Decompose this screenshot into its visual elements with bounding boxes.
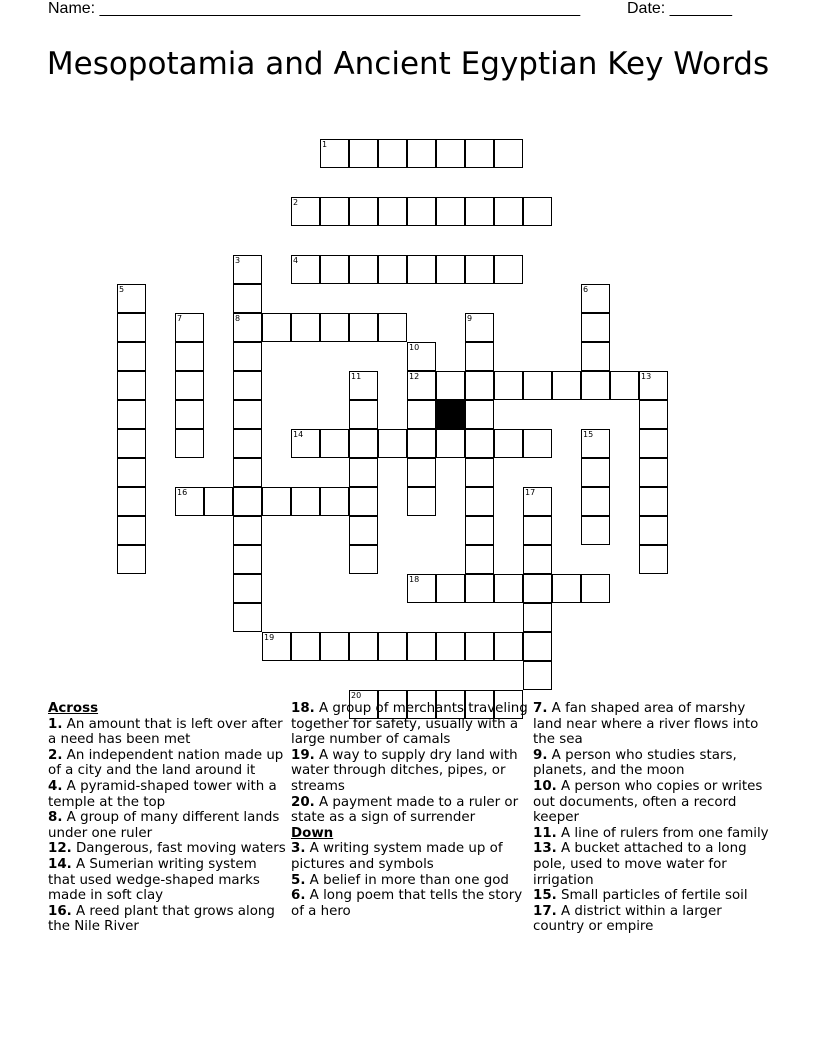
grid-cell[interactable] — [233, 458, 262, 487]
clue-number: 12 — [409, 372, 420, 381]
clue-text: 8. A group of many different lands under one ruler — [48, 810, 280, 841]
grid-cell[interactable] — [175, 342, 204, 371]
grid-cell[interactable] — [233, 313, 262, 342]
grid-cell[interactable] — [175, 400, 204, 429]
grid-cell[interactable] — [204, 487, 233, 516]
clue-number: 13 — [641, 372, 652, 381]
clue-number: 10 — [409, 343, 420, 352]
clues-column-1 — [48, 701, 288, 935]
clue-text: 3. A writing system made up of pictures and symbols — [291, 841, 503, 872]
grid-cell[interactable] — [407, 429, 436, 458]
grid-cell[interactable] — [523, 632, 552, 661]
clue-number: 20 — [351, 691, 362, 700]
grid-cell[interactable] — [233, 487, 262, 516]
clue-text: 19. A way to supply dry land with water through ditches, pipes, or streams — [291, 747, 518, 794]
grid-cell[interactable] — [117, 516, 146, 545]
grid-cell[interactable] — [436, 139, 465, 168]
grid-cell[interactable] — [581, 371, 610, 400]
clue-text: 20. A payment made to a ruler or state as a sign of surrender — [291, 794, 519, 826]
clue-text: 15. Small particles of fertile soil — [533, 888, 748, 904]
grid-cell[interactable] — [639, 371, 668, 400]
grid-cell[interactable] — [494, 632, 523, 661]
clue-text: 4. A pyramid-shaped tower with a temple at the top — [48, 778, 277, 810]
grid-cell[interactable] — [465, 313, 494, 342]
grid-cell[interactable] — [291, 197, 320, 226]
grid-cell[interactable] — [523, 371, 552, 400]
grid-cell[interactable] — [233, 400, 262, 429]
grid-cell[interactable] — [436, 429, 465, 458]
grid-cell[interactable] — [378, 429, 407, 458]
clue-number: 4 — [293, 256, 299, 265]
name-field[interactable]: Name: ______________________________________________________ — [48, 0, 581, 17]
grid-cell[interactable] — [581, 313, 610, 342]
grid-cell[interactable] — [465, 255, 494, 284]
grid-cell[interactable] — [581, 574, 610, 603]
grid-cell[interactable] — [465, 139, 494, 168]
grid-cell[interactable] — [465, 429, 494, 458]
grid-cell[interactable] — [639, 516, 668, 545]
clue-number: 1 — [322, 140, 328, 149]
grid-cell[interactable] — [639, 458, 668, 487]
clue-text: 16. A reed plant that grows along the Nile River — [48, 903, 275, 935]
clue-number: 3 — [235, 256, 241, 265]
grid-cell[interactable] — [407, 400, 436, 429]
grid-cell[interactable] — [291, 313, 320, 342]
grid-cell[interactable] — [407, 371, 436, 400]
grid-cell[interactable] — [465, 632, 494, 661]
grid-cell[interactable] — [233, 516, 262, 545]
grid-cell[interactable] — [320, 429, 349, 458]
grid-cell[interactable] — [639, 545, 668, 574]
grid-cell[interactable] — [233, 574, 262, 603]
grid-cell[interactable] — [465, 574, 494, 603]
grid-cell[interactable] — [175, 371, 204, 400]
grid-cell[interactable] — [233, 284, 262, 313]
grid-cell[interactable] — [523, 487, 552, 516]
clue-number: 15 — [583, 430, 594, 439]
grid-cell[interactable] — [407, 458, 436, 487]
grid-cell[interactable] — [407, 197, 436, 226]
grid-cell[interactable] — [639, 400, 668, 429]
grid-cell[interactable] — [581, 429, 610, 458]
clue-number: 7 — [177, 314, 183, 323]
grid-cell[interactable] — [610, 371, 639, 400]
down-clue-list — [291, 841, 531, 919]
grid-cell[interactable] — [407, 139, 436, 168]
clues-column-2 — [291, 701, 531, 919]
grid-cell[interactable] — [465, 400, 494, 429]
clue-number: 6 — [583, 285, 589, 294]
date-field[interactable]: Date: _______ — [627, 0, 732, 17]
grid-cell[interactable] — [349, 429, 378, 458]
grid-cell[interactable] — [262, 487, 291, 516]
clue-number: 8 — [235, 314, 241, 323]
grid-cell[interactable] — [378, 255, 407, 284]
grid-cell[interactable] — [117, 284, 146, 313]
grid-cell[interactable] — [436, 255, 465, 284]
clue-text: 7. A fan shaped area of marshy land near where a river flows into the sea — [533, 701, 759, 748]
grid-cell[interactable] — [349, 487, 378, 516]
grid-cell[interactable] — [494, 255, 523, 284]
grid-cell[interactable] — [465, 487, 494, 516]
grid-cell[interactable] — [175, 429, 204, 458]
clue-number: 2 — [293, 198, 299, 207]
grid-cell[interactable] — [291, 632, 320, 661]
grid-cell[interactable] — [523, 197, 552, 226]
grid-cell[interactable] — [407, 255, 436, 284]
clue-text: 13. A bucket attached to a long pole, used to move water for irrigation — [533, 841, 747, 888]
grid-cell[interactable] — [349, 255, 378, 284]
grid-cell[interactable] — [581, 458, 610, 487]
clues-column-3 — [533, 701, 773, 935]
grid-cell[interactable] — [349, 139, 378, 168]
grid-cell[interactable] — [349, 197, 378, 226]
grid-cell[interactable] — [117, 429, 146, 458]
clue-text: 5. A belief in more than one god — [291, 872, 509, 888]
grid-cell[interactable] — [523, 603, 552, 632]
grid-cell[interactable] — [349, 400, 378, 429]
grid-cell[interactable] — [436, 371, 465, 400]
clue-number: 17 — [525, 488, 536, 497]
grid-cell[interactable] — [378, 313, 407, 342]
grid-cell[interactable] — [320, 197, 349, 226]
clue-text: 18. A group of merchants traveling together for safety, usually with a large number of camals — [291, 701, 528, 748]
grid-cell[interactable] — [639, 429, 668, 458]
grid-cell[interactable] — [117, 313, 146, 342]
clue-text: 17. A district within a larger country or empire — [533, 903, 722, 935]
grid-cell-blocked — [436, 400, 465, 429]
clue-text: 6. A long poem that tells the story of a hero — [291, 888, 523, 919]
grid-cell[interactable] — [262, 632, 291, 661]
grid-cell[interactable] — [465, 197, 494, 226]
clue-number: 16 — [177, 488, 188, 497]
grid-cell[interactable] — [349, 371, 378, 400]
grid-cell[interactable] — [175, 487, 204, 516]
grid-cell[interactable] — [117, 371, 146, 400]
page-title: Mesopotamia and Ancient Egyptian Key Words — [46, 46, 770, 82]
grid-cell[interactable] — [117, 458, 146, 487]
grid-cell[interactable] — [494, 197, 523, 226]
grid-cell[interactable] — [320, 487, 349, 516]
clue-text: 1. An amount that is left over after a need has been met — [48, 716, 283, 748]
grid-cell[interactable] — [233, 545, 262, 574]
grid-cell[interactable] — [407, 487, 436, 516]
grid-cell[interactable] — [465, 516, 494, 545]
clue-text: 14. A Sumerian writing system that used wedge-shaped marks made in soft clay — [48, 856, 260, 904]
grid-cell[interactable] — [349, 516, 378, 545]
grid-cell[interactable] — [465, 342, 494, 371]
grid-cell[interactable] — [436, 197, 465, 226]
down-clue-list-continued — [533, 701, 773, 935]
grid-cell[interactable] — [233, 371, 262, 400]
grid-cell[interactable] — [523, 545, 552, 574]
grid-cell[interactable] — [378, 197, 407, 226]
grid-cell[interactable] — [581, 516, 610, 545]
grid-cell[interactable] — [291, 255, 320, 284]
grid-cell[interactable] — [117, 400, 146, 429]
grid-cell[interactable] — [378, 632, 407, 661]
grid-cell[interactable] — [581, 487, 610, 516]
grid-cell[interactable] — [494, 371, 523, 400]
grid-cell[interactable] — [320, 255, 349, 284]
grid-cell[interactable] — [233, 429, 262, 458]
grid-cell[interactable] — [117, 487, 146, 516]
grid-cell[interactable] — [349, 545, 378, 574]
grid-cell[interactable] — [494, 139, 523, 168]
clue-text: 10. A person who copies or writes out documents, often a record keeper — [533, 778, 763, 826]
clue-number: 14 — [293, 430, 304, 439]
grid-cell[interactable] — [349, 632, 378, 661]
across-heading: Across — [48, 701, 99, 716]
grid-cell[interactable] — [523, 429, 552, 458]
clue-number: 18 — [409, 575, 420, 584]
grid-cell[interactable] — [407, 574, 436, 603]
grid-cell[interactable] — [523, 661, 552, 690]
grid-cell[interactable] — [320, 313, 349, 342]
grid-cell[interactable] — [639, 487, 668, 516]
grid-cell[interactable] — [581, 284, 610, 313]
grid-cell[interactable] — [465, 458, 494, 487]
grid-cell[interactable] — [465, 371, 494, 400]
grid-cell[interactable] — [465, 545, 494, 574]
clue-text: 2. An independent nation made up of a city and the land around it — [48, 747, 284, 779]
clue-number: 9 — [467, 314, 473, 323]
grid-cell[interactable] — [320, 632, 349, 661]
grid-cell[interactable] — [117, 342, 146, 371]
grid-cell[interactable] — [291, 487, 320, 516]
across-clue-list-continued — [291, 701, 531, 826]
grid-cell[interactable] — [436, 574, 465, 603]
grid-cell[interactable] — [175, 313, 204, 342]
grid-cell[interactable] — [262, 313, 291, 342]
grid-cell[interactable] — [523, 574, 552, 603]
down-heading: Down — [291, 825, 334, 841]
grid-cell[interactable] — [233, 255, 262, 284]
grid-cell[interactable] — [552, 371, 581, 400]
grid-cell[interactable] — [436, 632, 465, 661]
clue-text: 12. Dangerous, fast moving waters — [48, 841, 286, 857]
clue-text: 9. A person who studies stars, planets, and the moon — [533, 747, 737, 779]
grid-cell[interactable] — [494, 574, 523, 603]
clue-number: 5 — [119, 285, 125, 294]
grid-cell[interactable] — [407, 632, 436, 661]
grid-cell[interactable] — [349, 313, 378, 342]
clue-number: 11 — [351, 372, 362, 381]
clue-text: 11. A line of rulers from one family — [533, 825, 769, 841]
grid-cell[interactable] — [291, 429, 320, 458]
clue-number: 19 — [264, 633, 275, 642]
grid-cell[interactable] — [117, 545, 146, 574]
grid-cell[interactable] — [233, 342, 262, 371]
grid-cell[interactable] — [523, 516, 552, 545]
grid-cell[interactable] — [407, 342, 436, 371]
grid-cell[interactable] — [494, 429, 523, 458]
grid-cell[interactable] — [320, 139, 349, 168]
across-clue-list — [48, 717, 288, 935]
grid-cell[interactable] — [349, 458, 378, 487]
grid-cell[interactable] — [233, 603, 262, 632]
grid-cell[interactable] — [378, 139, 407, 168]
grid-cell[interactable] — [581, 342, 610, 371]
grid-cell[interactable] — [552, 574, 581, 603]
